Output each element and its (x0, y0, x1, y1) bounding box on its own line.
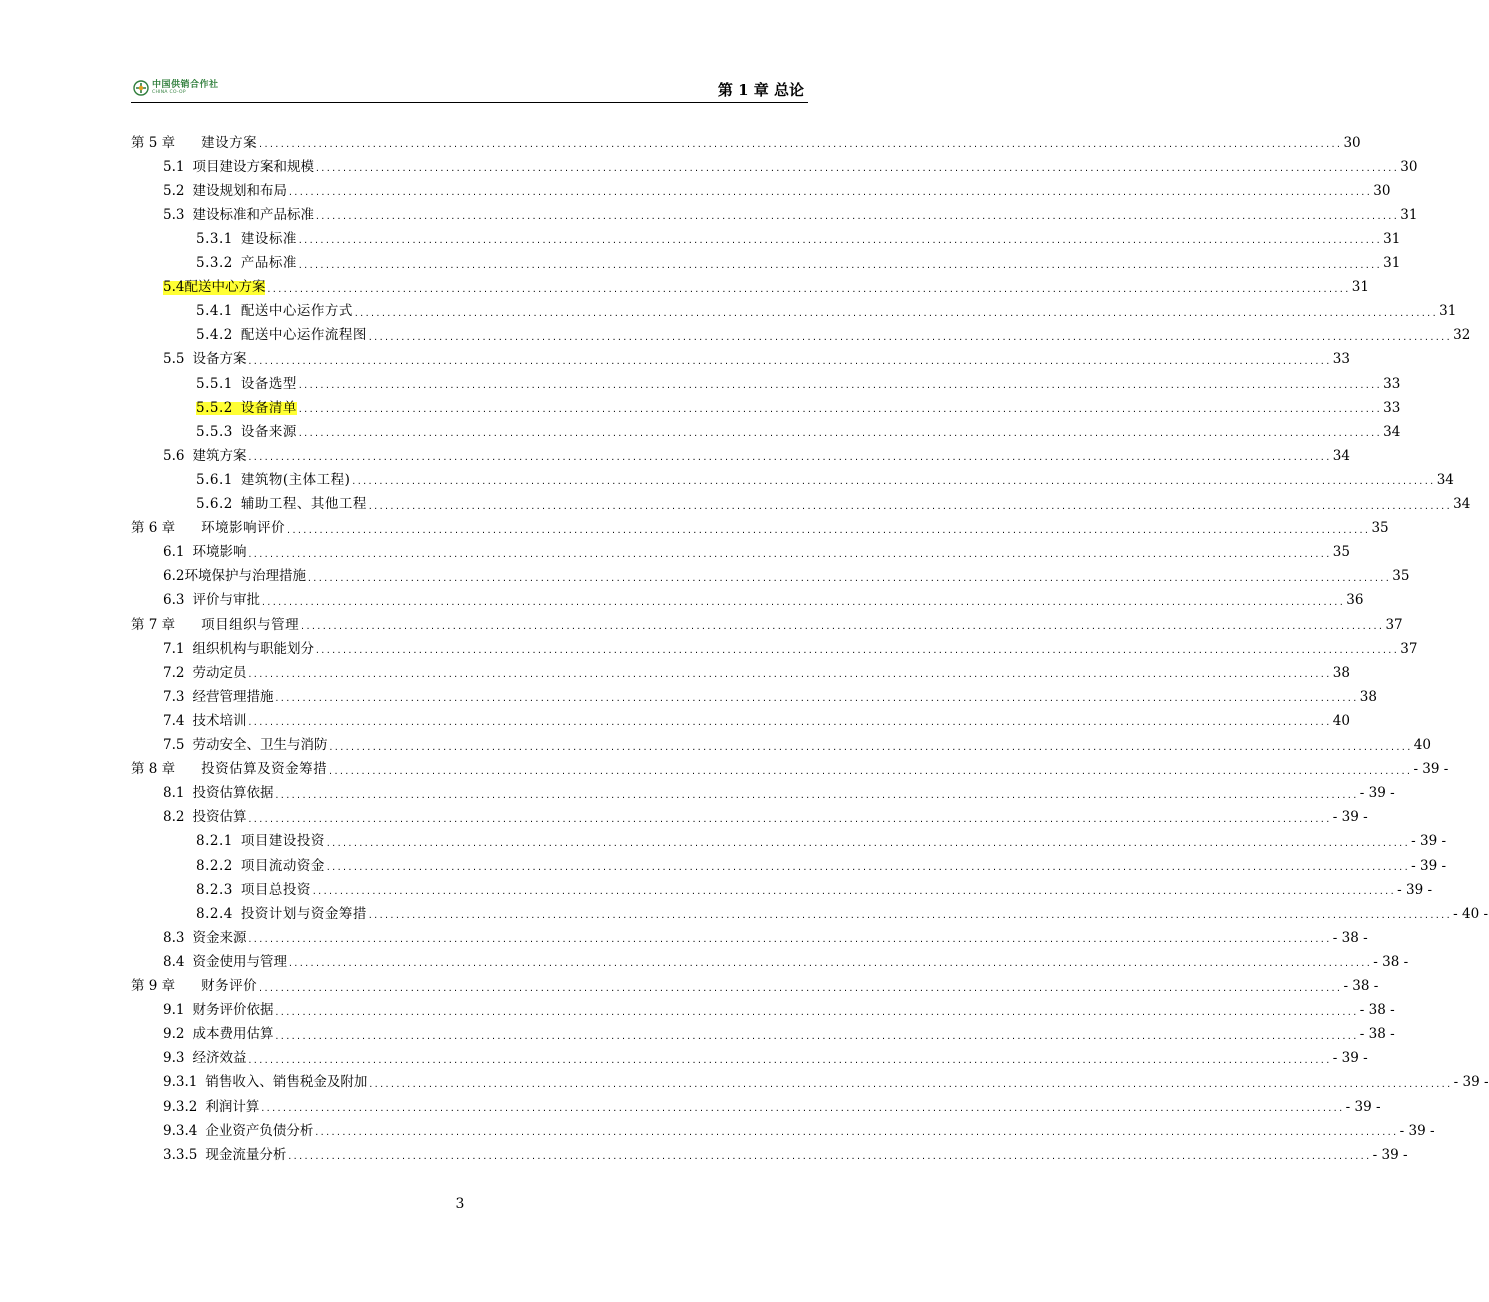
toc-entry-number: 8.2.2 (196, 857, 233, 874)
toc-leader-dots: ........................................................................................................................................................................................................ (368, 1079, 1452, 1089)
toc-entry-number: 7.1 (163, 640, 185, 657)
toc-entry-title: 产品标准 (240, 255, 297, 271)
toc-entry-title: 环境影响 (192, 544, 247, 561)
toc-entry-page: 30 (1373, 182, 1391, 199)
toc-leader-dots: ........................................................................................................................................................................................................ (297, 236, 1382, 246)
toc-entry[interactable] (163, 345, 1350, 368)
toc-leader-dots: ........................................................................................................................................................................................................ (367, 911, 1452, 921)
toc-entry[interactable] (196, 369, 1401, 392)
toc-entry-number: 5.4.2 (196, 327, 233, 344)
toc-entry-title: 项目建设投资 (240, 833, 325, 850)
toc-entry-label (163, 640, 314, 657)
toc-entry[interactable] (196, 417, 1401, 440)
toc-entry-page: 31 (1383, 255, 1401, 271)
toc-entry-page: 33 (1332, 351, 1350, 368)
toc-leader-dots: ........................................................................................................................................................................................................ (247, 453, 1331, 463)
toc-entry-page: - 38 - (1343, 978, 1379, 994)
toc-entry[interactable] (163, 731, 1431, 753)
toc-entry-page: - 39 - (1413, 761, 1449, 778)
toc-entry-label (196, 375, 297, 392)
toc-entry-number: 6.3 (163, 592, 185, 609)
co-op-logo-icon (133, 80, 149, 96)
toc-entry[interactable] (163, 658, 1350, 681)
toc-entry-page: - 39 - (1453, 1074, 1489, 1091)
toc-entry-label (163, 570, 306, 584)
toc-entry-page: 38 (1332, 664, 1350, 681)
toc-leader-dots: ........................................................................................................................................................................................................ (314, 646, 1399, 656)
toc-leader-dots: ........................................................................................................................................................................................................ (258, 983, 1342, 993)
toc-entry-number: 5.4.1 (196, 303, 233, 320)
toc-leader-dots: ........................................................................................................................................................................................................ (297, 381, 1382, 390)
page-number: 3 (455, 1196, 465, 1212)
toc-leader-dots: ........................................................................................................................................................................................................ (247, 814, 1331, 824)
toc-entry[interactable] (131, 755, 1449, 778)
toc-entry-title: 建筑方案 (192, 447, 247, 464)
toc-entry-title: 资金来源 (192, 929, 247, 946)
toc-entry[interactable] (196, 490, 1471, 512)
toc-entry-page: - 39 - (1411, 833, 1447, 850)
toc-entry-title: 建设标准 (240, 230, 297, 247)
toc-entry[interactable] (163, 803, 1368, 826)
toc-entry-page: - 40 - (1453, 905, 1489, 922)
toc-entry-label (163, 664, 247, 681)
toc-entry[interactable] (196, 465, 1454, 488)
toc-entry-number: 第 8 章 (131, 761, 176, 778)
toc-entry-title: 经营管理措施 (192, 688, 274, 705)
toc-entry-number: 9.3 (163, 1050, 185, 1067)
toc-entry-label (196, 498, 367, 512)
toc-entry-number: 7.2 (163, 664, 185, 681)
toc-entry-label (163, 1122, 314, 1139)
toc-entry[interactable] (163, 1116, 1435, 1139)
toc-entry-number: 第 7 章 (131, 616, 176, 633)
toc-entry[interactable] (163, 1140, 1408, 1163)
toc-entry-number: 5.5.1 (196, 375, 233, 392)
toc-leader-dots: ........................................................................................................................................................................................................ (247, 1055, 1331, 1065)
toc-leader-dots: ........................................................................................................................................................................................................ (367, 501, 1452, 511)
toc-entry-title: 项目总投资 (240, 881, 311, 898)
toc-entry-page: - 39 - (1397, 881, 1433, 898)
toc-entry[interactable] (196, 393, 1401, 416)
toc-leader-dots: ........................................................................................................................................................................................................ (260, 597, 1345, 607)
toc-leader-dots: ........................................................................................................................................................................................................ (367, 332, 1452, 342)
toc-leader-dots: ........................................................................................................................................................................................................ (325, 863, 1410, 872)
toc-leader-dots: ........................................................................................................................................................................................................ (287, 959, 1372, 969)
toc-entry-page: - 39 - (1399, 1122, 1435, 1139)
toc-entry-title: 项目流动资金 (240, 857, 325, 874)
toc-entry[interactable] (163, 1068, 1489, 1091)
toc-entry-title: 设备方案 (192, 351, 247, 368)
toc-entry[interactable] (163, 779, 1395, 802)
toc-entry-number: 8.1 (163, 785, 185, 802)
toc-entry-label (163, 929, 247, 946)
toc-entry-label (131, 616, 300, 633)
toc-entry[interactable] (196, 875, 1433, 898)
logo (133, 78, 219, 98)
toc-entry-page: - 38 - (1373, 953, 1409, 970)
chapter-title: 第 1 章 总论 (717, 81, 804, 99)
toc-entry-title: 投资估算 (192, 809, 247, 826)
toc-entry-page: - 39 - (1359, 785, 1395, 802)
toc-leader-dots: ........................................................................................................................................................................................................ (274, 694, 1358, 704)
toc-entry-page: 34 (1332, 447, 1350, 464)
toc-entry-page: - 39 - (1332, 1050, 1368, 1067)
toc-entry[interactable] (163, 176, 1391, 199)
toc-entry-page: 31 (1351, 279, 1369, 296)
toc-leader-dots: ........................................................................................................................................................................................................ (287, 1152, 1371, 1162)
toc-leader-dots: ........................................................................................................................................................................................................ (314, 164, 1399, 174)
toc-entry-title: 环境保护与治理措施 (184, 568, 306, 585)
toc-entry-label (163, 158, 314, 175)
toc-entry[interactable] (163, 441, 1350, 464)
toc-entry-number: 7.4 (163, 712, 185, 729)
logo-en-text: CHINA CO-OP (152, 89, 186, 95)
toc-entry-number: 第 5 章 (131, 134, 176, 151)
toc-entry-page: 37 (1385, 616, 1403, 633)
toc-entry[interactable] (196, 899, 1489, 922)
toc-entry-page: 35 (1392, 568, 1410, 585)
toc-leader-dots: ........................................................................................................................................................................................................ (297, 405, 1382, 415)
toc-entry-title: 财务评价 (201, 978, 258, 994)
toc-entry[interactable] (196, 297, 1457, 320)
toc-leader-dots: ........................................................................................................................................................................................................ (247, 670, 1331, 680)
toc-entry-title: 建设规划和布局 (192, 182, 287, 199)
toc-entry-label (163, 546, 246, 560)
toc-entry-title: 利润计算 (205, 1098, 260, 1115)
toc-entry-label (163, 1052, 246, 1066)
toc-entry[interactable] (131, 514, 1389, 537)
toc-entry-number: 5.5.3 (196, 423, 233, 440)
toc-entry-number: 8.4 (163, 953, 185, 970)
toc-entry-page: 30 (1400, 158, 1418, 175)
toc-entry[interactable] (196, 827, 1447, 850)
toc-entry[interactable] (163, 586, 1364, 609)
toc-entry-label (196, 881, 311, 898)
toc-entry-label (163, 1098, 260, 1115)
toc-entry-number: 5.5 (163, 351, 185, 368)
toc-entry[interactable] (163, 152, 1418, 175)
toc-entry[interactable] (163, 996, 1395, 1019)
toc-entry-number: 5.4 (163, 279, 185, 296)
logo-cn-text: 中国供销合作社 (152, 79, 219, 90)
toc-entry-page: 33 (1383, 375, 1401, 392)
toc-entry-number: 8.2 (163, 809, 185, 826)
toc-entry[interactable] (163, 1020, 1395, 1043)
toc-entry-number: 6.2 (163, 568, 185, 585)
toc-entry[interactable] (163, 1092, 1381, 1115)
toc-entry-number: 5.3 (163, 206, 185, 223)
toc-entry-page: 34 (1453, 496, 1471, 512)
toc-entry-label (163, 1028, 273, 1042)
toc-entry-title: 劳动安全、卫生与消防 (192, 737, 328, 753)
toc-entry-page: - 39 - (1345, 1098, 1381, 1115)
toc-entry-title: 投资估算及资金筹措 (201, 761, 328, 778)
toc-entry-label (163, 712, 247, 729)
toc-entry-number: 9.2 (163, 1026, 185, 1043)
toc-entry-title: 评价与审批 (192, 592, 260, 609)
toc-entry-page: 30 (1343, 134, 1361, 151)
toc-entry-label (131, 980, 257, 994)
toc-entry-page: - 38 - (1359, 1002, 1395, 1019)
toc-entry-label (163, 206, 314, 223)
toc-entry-title: 财务评价依据 (192, 1002, 274, 1019)
toc-entry-label (196, 857, 325, 874)
toc-entry-page: 36 (1346, 592, 1364, 609)
toc-entry-label (196, 835, 325, 849)
toc-entry-page: 37 (1400, 640, 1418, 657)
toc-entry-page: 40 (1332, 712, 1350, 729)
toc-entry-page: 38 (1359, 688, 1377, 705)
toc-entry-title: 成本费用估算 (192, 1026, 274, 1043)
logo-text (152, 81, 219, 96)
toc-entry-title: 经济效益 (192, 1050, 247, 1067)
toc-entry-title: 投资估算依据 (192, 785, 274, 802)
toc-entry-number: 5.6 (163, 447, 185, 464)
toc-leader-dots: ........................................................................................................................................................................................................ (297, 429, 1382, 439)
toc-entry-title: 销售收入、销售税金及附加 (205, 1074, 368, 1091)
toc-leader-dots: ........................................................................................................................................................................................................ (311, 887, 1396, 897)
toc-entry[interactable] (131, 972, 1379, 994)
toc-entry-label (163, 739, 327, 753)
toc-entry-number: 8.2.1 (196, 833, 233, 850)
toc-entry-label (163, 353, 246, 367)
toc-entry-title: 辅助工程、其他工程 (240, 496, 367, 512)
toc-leader-dots: ........................................................................................................................................................................................................ (297, 260, 1382, 270)
toc-leader-dots: ........................................................................................................................................................................................................ (247, 935, 1331, 945)
toc-entry-label (163, 281, 265, 295)
toc-entry-page: 40 (1413, 737, 1431, 753)
toc-entry[interactable] (131, 128, 1361, 151)
toc-entry-title: 企业资产负债分析 (205, 1122, 314, 1139)
toc-entry-number: 9.1 (163, 1002, 185, 1019)
toc-entry[interactable] (163, 634, 1418, 657)
toc-leader-dots: ........................................................................................................................................................................................................ (266, 284, 1350, 294)
toc-entry-label (196, 257, 297, 271)
toc-leader-dots: ........................................................................................................................................................................................................ (300, 622, 1384, 631)
toc-entry-title: 配送中心运作流程图 (240, 327, 367, 344)
toc-entry-label (163, 787, 273, 801)
toc-entry-title: 劳动定员 (192, 664, 247, 681)
toc-entry[interactable] (163, 1044, 1368, 1067)
toc-leader-dots: ........................................................................................................................................................................................................ (260, 1104, 1344, 1113)
toc-entry-number: 5.3.2 (196, 255, 233, 271)
toc-entry-number: 5.6.1 (196, 471, 233, 488)
toc-entry-title: 建设标准和产品标准 (192, 206, 314, 223)
toc-entry[interactable] (163, 562, 1410, 585)
toc-entry-number: 8.2.3 (196, 881, 233, 898)
toc-entry-label (163, 447, 247, 464)
toc-entry[interactable] (196, 224, 1401, 247)
toc-entry-label (196, 230, 297, 247)
toc-entry-title: 配送中心方案 (184, 279, 266, 296)
toc-leader-dots: ........................................................................................................................................................................................................ (353, 308, 1438, 318)
toc-entry-label (196, 905, 367, 922)
toc-leader-dots: ........................................................................................................................................................................................................ (351, 477, 1435, 487)
toc-leader-dots: ........................................................................................................................................................................................................ (247, 549, 1331, 559)
toc-leader-dots: ........................................................................................................................................................................................................ (274, 1007, 1358, 1017)
toc-entry-label (131, 763, 327, 777)
toc-entry-label (196, 305, 353, 319)
toc-entry-label (196, 329, 367, 343)
toc-leader-dots: ........................................................................................................................................................................................................ (328, 766, 1412, 776)
toc-entry-number: 5.1 (163, 158, 185, 175)
toc-leader-dots: ........................................................................................................................................................................................................ (314, 1128, 1398, 1138)
toc-entry-number: 9.3.2 (163, 1098, 198, 1115)
toc-leader-dots: ........................................................................................................................................................................................................ (286, 525, 1370, 535)
toc-entry-title: 设备来源 (240, 423, 297, 440)
toc-entry[interactable] (163, 923, 1368, 946)
toc-leader-dots: ........................................................................................................................................................................................................ (325, 838, 1410, 848)
toc-entry-title: 环境影响评价 (201, 520, 286, 537)
toc-entry-number: 5.6.2 (196, 496, 233, 512)
toc-entry[interactable] (163, 706, 1350, 729)
toc-entry-title: 资金使用与管理 (192, 953, 287, 970)
toc-entry-title: 项目建设方案和规模 (192, 158, 314, 175)
toc-entry-page: 35 (1371, 520, 1389, 537)
toc-entry-page: - 39 - (1411, 857, 1447, 874)
toc-entry[interactable] (163, 200, 1418, 223)
toc-entry-page: - 38 - (1332, 929, 1368, 946)
toc-leader-dots: ........................................................................................................................................................................................................ (306, 573, 1391, 583)
toc-entry-label (131, 522, 285, 536)
toc-leader-dots: ........................................................................................................................................................................................................ (247, 718, 1331, 728)
toc-entry-page: 34 (1383, 423, 1401, 440)
toc-entry[interactable] (163, 273, 1369, 296)
toc-leader-dots: ........................................................................................................................................................................................................ (274, 790, 1358, 800)
toc-entry-title: 现金流量分析 (205, 1146, 287, 1163)
toc-entry-label (163, 182, 287, 199)
toc-entry-number: 7.3 (163, 688, 185, 705)
toc-entry-page: 31 (1439, 303, 1457, 320)
toc-entry-page: 31 (1400, 206, 1418, 223)
toc-entry-title: 投资计划与资金筹措 (240, 905, 367, 922)
toc-leader-dots: ........................................................................................................................................................................................................ (274, 1031, 1358, 1041)
toc-leader-dots: ........................................................................................................................................................................................................ (328, 742, 1412, 752)
toc-entry-title: 设备清单 (240, 399, 297, 416)
toc-entry[interactable] (196, 851, 1447, 874)
toc-entry-label (163, 688, 274, 705)
toc-leader-dots: ........................................................................................................................................................................................................ (247, 356, 1331, 366)
toc-entry-page: 31 (1383, 230, 1401, 247)
toc-entry-label (163, 1076, 367, 1090)
toc-entry-number: 7.5 (163, 737, 185, 753)
toc-entry-label (196, 399, 297, 416)
page-header (131, 70, 808, 103)
toc-entry-number: 3.3.5 (163, 1146, 198, 1163)
toc-entry-number: 5.3.1 (196, 230, 233, 247)
toc-entry-number: 8.2.4 (196, 905, 233, 922)
toc-entry-title: 建筑物(主体工程) (240, 471, 351, 488)
toc-entry-label (163, 1004, 273, 1018)
toc-entry-number: 5.5.2 (196, 399, 233, 416)
toc-entry[interactable] (163, 538, 1350, 561)
toc-entry-label (163, 1146, 287, 1163)
toc-entry-label (163, 594, 260, 608)
toc-entry-number: 9.3.1 (163, 1074, 198, 1091)
toc-entry-title: 设备选型 (240, 375, 297, 392)
toc-leader-dots: ........................................................................................................................................................................................................ (287, 188, 1372, 198)
toc-entry-page: - 38 - (1359, 1026, 1395, 1043)
toc-entry[interactable] (163, 682, 1377, 705)
toc-entry-label (163, 811, 246, 825)
toc-entry-title: 配送中心运作方式 (240, 303, 353, 320)
toc-entry-number: 8.3 (163, 929, 185, 946)
toc-entry-page: 32 (1453, 327, 1471, 344)
toc-entry-label (196, 471, 351, 488)
toc-entry-label (131, 134, 258, 151)
toc-entry[interactable] (196, 249, 1401, 271)
toc-entry-title: 组织机构与职能划分 (192, 640, 314, 657)
toc-entry[interactable] (163, 947, 1409, 970)
toc-entry-page: 33 (1383, 399, 1401, 416)
toc-entry-number: 5.2 (163, 182, 185, 199)
toc-entry-title: 建设方案 (201, 134, 258, 151)
toc-entry-number: 9.3.4 (163, 1122, 198, 1139)
toc-entry-label (196, 423, 297, 440)
toc-entry-number: 第 9 章 (131, 978, 176, 994)
toc-leader-dots: ........................................................................................................................................................................................................ (258, 140, 1342, 149)
toc-entry[interactable] (131, 610, 1403, 633)
toc-entry-page: - 39 - (1332, 809, 1368, 826)
toc-entry[interactable] (196, 321, 1471, 344)
toc-entry-title: 技术培训 (192, 712, 247, 729)
toc-entry-page: - 39 - (1372, 1146, 1408, 1163)
toc-entry-number: 6.1 (163, 544, 185, 561)
toc-entry-number: 第 6 章 (131, 520, 176, 537)
toc-entry-title: 项目组织与管理 (201, 616, 300, 633)
toc-entry-page: 34 (1436, 471, 1454, 488)
toc-leader-dots: ........................................................................................................................................................................................................ (314, 212, 1399, 222)
toc-entry-label (163, 953, 287, 970)
toc-entry-page: 35 (1332, 544, 1350, 561)
